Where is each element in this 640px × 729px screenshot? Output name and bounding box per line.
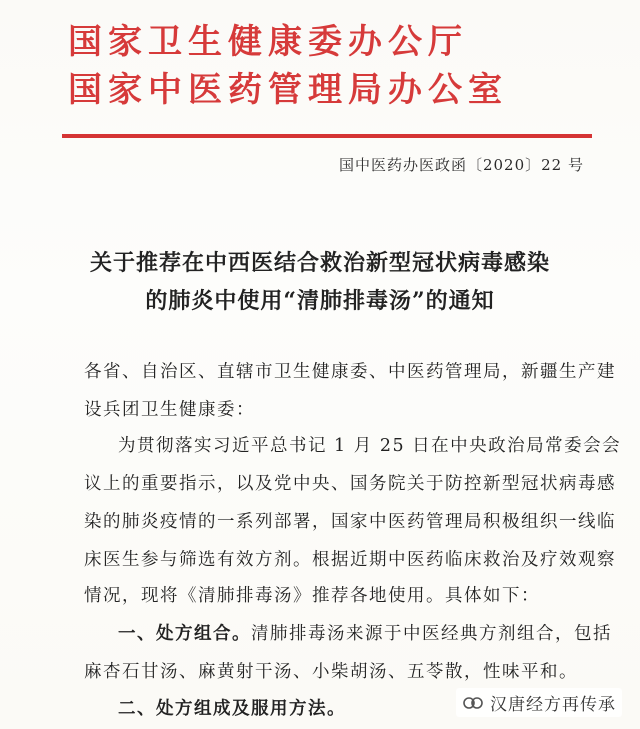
watermark-text: 汉唐经方再传承: [490, 695, 616, 715]
issuer-header-line-1: 国家卫生健康委办公厅: [68, 22, 468, 62]
issuer-header-line-2: 国家中医药管理局办公室: [68, 70, 508, 110]
item-1-text: 清肺排毒汤来源于中医经典方剂组合，包括: [251, 624, 612, 644]
recipients-line-2: 设兵团卫生健康委：: [84, 400, 255, 420]
document-number: 国中医药办医政函〔2020〕22 号: [338, 156, 584, 174]
item-1-line-2: 麻杏石甘汤、麻黄射干汤、小柴胡汤、五苓散，性味平和。: [84, 662, 578, 682]
paragraph-1-line-1: 为贯彻落实习近平总书记 1 月 25 日在中央政治局常委会会: [118, 436, 622, 456]
watermark-badge: [456, 688, 622, 717]
wechat-channel-icon: [462, 694, 484, 712]
paragraph-1-line-4: 床医生参与筛选有效方剂。根据近期中医药临床救治及疗效观察: [84, 550, 616, 570]
paragraph-1-line-2: 议上的重要指示，以及党中央、国务院关于防控新型冠状病毒感: [84, 474, 616, 494]
notice-title-line-1: 关于推荐在中西医结合救治新型冠状病毒感染: [89, 250, 550, 276]
item-2-heading: 二、处方组成及服用方法。: [118, 699, 346, 719]
red-divider-rule: [62, 134, 592, 138]
recipients-line-1: 各省、自治区、直辖市卫生健康委、中医药管理局，新疆生产建: [84, 362, 616, 382]
paragraph-1-line-3: 染的肺炎疫情的一系列部署，国家中医药管理局积极组织一线临: [84, 512, 616, 532]
item-1-line-1: [118, 622, 612, 646]
paragraph-1-line-5: 情况，现将《清肺排毒汤》推荐各地使用。具体如下：: [84, 586, 540, 606]
item-1-heading: 一、处方组合。: [118, 624, 251, 644]
notice-title-line-2: 的肺炎中使用“清肺排毒汤”的通知: [145, 288, 495, 314]
